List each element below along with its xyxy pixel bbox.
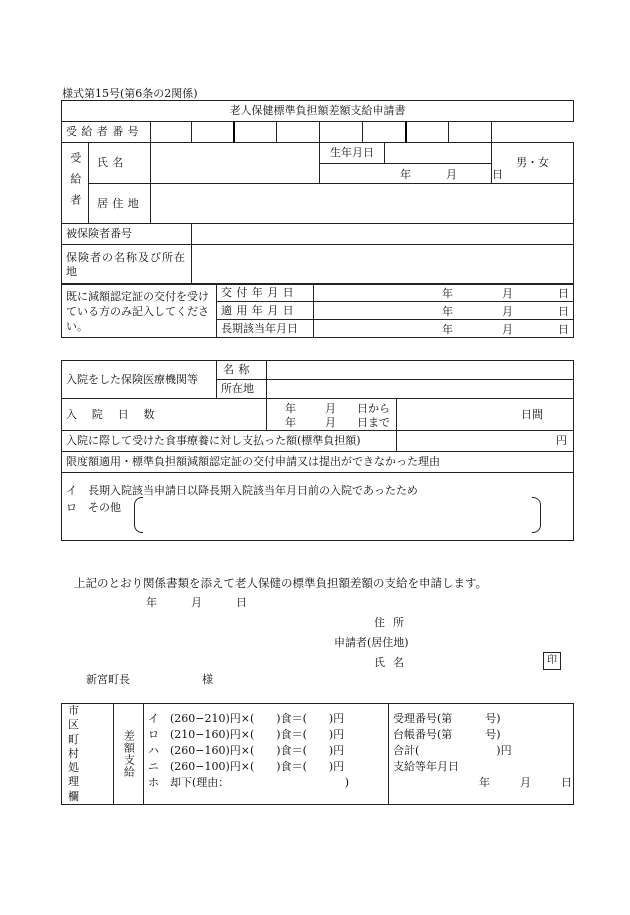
reason-ro: ロ その他 — [66, 501, 121, 514]
office-table — [61, 703, 574, 805]
recipient-number-cell[interactable] — [406, 122, 449, 143]
meal-label: 入院に際して受けた食事療養に対し支払った額(標準負担額) — [62, 431, 397, 452]
apply-date-label: 適用年月日 — [217, 302, 314, 320]
reduction-table — [61, 283, 574, 338]
date-line: 年 月 日 — [146, 596, 247, 609]
recipient-side-label: 受給者 — [68, 151, 82, 215]
office-record-field[interactable]: 受理番号(第 号) 台帳番号(第 号) 合計( )円 支給等年月日 年 月 日 — [389, 704, 574, 805]
form-title: 老人保健標準負担額差額支給申請書 — [62, 101, 574, 122]
recipient-number-cell[interactable] — [449, 122, 492, 143]
address-label: 居住地 — [89, 184, 151, 224]
days-label: 入院日数 — [62, 399, 267, 431]
insurer-field[interactable] — [192, 245, 574, 285]
mayor-label: 新宮町長 — [86, 673, 130, 686]
reason-i: イ 長期入院該当申請日以降長期入院該当年月日前の入院であったため — [66, 484, 418, 497]
name-label: 氏名 — [89, 143, 151, 184]
applicant-caption: 申請者(居住地) — [334, 636, 409, 649]
name-field[interactable] — [151, 143, 320, 184]
recipient-number-cell[interactable] — [192, 122, 234, 143]
office-sub-label: 差額支給 — [122, 730, 136, 779]
office-calc-field[interactable]: イ (260−210)円×( )食＝( )円 ロ (210−160)円×( )食＝( )円 ハ (260−160)円×( )食＝( )円 ニ (260−100)円×( )食＝( )円 ホ 却下(理由： ) — [144, 704, 389, 805]
form-number: 様式第15号(第6条の2関係) — [62, 87, 198, 100]
reason-field[interactable] — [62, 473, 574, 541]
bracket-right — [532, 497, 541, 533]
insured-number-field[interactable] — [192, 224, 574, 245]
insurer-name-label: 保険者の名称及び所在地 — [62, 245, 192, 285]
declaration: 上記のとおり関係書類を添えて老人保健の標準負担額差額の支給を申請します。 — [74, 576, 488, 590]
recipient-number-cell[interactable] — [234, 122, 277, 143]
meal-amount-field[interactable]: 円 — [397, 431, 574, 452]
address-caption: 住所 — [374, 616, 412, 629]
recipient-number-cell[interactable] — [151, 122, 192, 143]
hospital-label: 入院をした保険医療機関等 — [62, 361, 217, 399]
period-field[interactable]: 年 月 日から 年 月 日まで — [267, 399, 397, 431]
recipient-number-cell[interactable] — [277, 122, 320, 143]
seal-box: 印 — [543, 652, 561, 670]
reason-label: 限度額適用・標準負担額減額認定証の交付申請又は提出ができなかった理由 — [62, 452, 574, 473]
name-caption: 氏名 — [374, 656, 412, 669]
main-form-table — [61, 100, 574, 285]
bracket-left — [134, 497, 143, 533]
address-field[interactable] — [151, 184, 574, 224]
long-term-date-label: 長期該当年月日 — [217, 320, 314, 338]
recipient-number-label: 受給者番号 — [62, 122, 151, 143]
insured-number-label: 被保険者番号 — [62, 224, 192, 245]
apply-date-field[interactable]: 年 月 日 — [314, 302, 574, 320]
days-count-field[interactable]: 日間 — [397, 399, 574, 431]
issue-date-field[interactable]: 年 月 日 — [314, 284, 574, 302]
long-term-date-field[interactable]: 年 月 日 — [314, 320, 574, 338]
birth-label: 生年月日 — [320, 143, 385, 163]
recipient-number-cell[interactable] — [363, 122, 406, 143]
issue-date-label: 交付年月日 — [217, 284, 314, 302]
recipient-number-cell[interactable] — [320, 122, 363, 143]
hospital-name-field[interactable] — [267, 361, 574, 380]
hospital-location-field[interactable] — [267, 380, 574, 399]
hospital-table — [61, 360, 574, 541]
office-label: 市区町村処理欄 — [62, 704, 114, 805]
hospital-location-label: 所在地 — [217, 380, 267, 399]
reduction-note: 既に減額認定証の交付を受けている方のみ記入してください。 — [62, 284, 217, 338]
hospital-name-label: 名称 — [217, 361, 267, 380]
gender-select[interactable]: 男・女 — [492, 143, 574, 184]
sama-label: 様 — [202, 673, 213, 686]
birthdate-field[interactable]: 年 月 日 — [400, 168, 503, 181]
